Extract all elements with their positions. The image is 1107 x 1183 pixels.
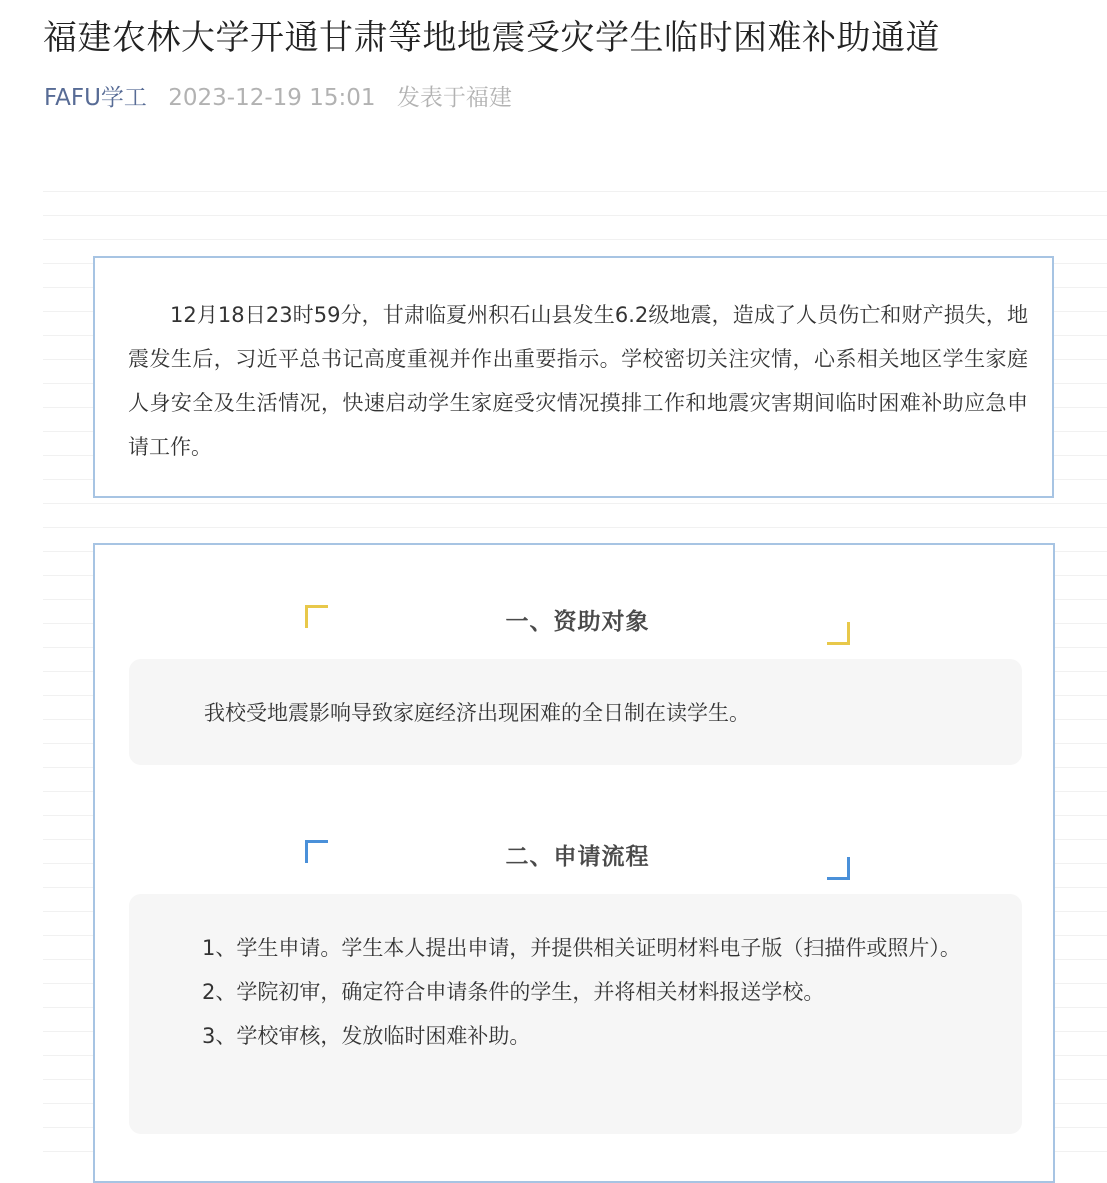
corner-bracket-bottom-right-icon [827,857,850,880]
article-title: 福建农林大学开通甘肃等地地震受灾学生临时困难补助通道 [43,18,940,58]
corner-bracket-bottom-right-icon [827,622,850,645]
section-paragraph: 我校受地震影响导致家庭经济出现困难的全日制在读学生。 [204,701,750,725]
process-step: 2、学院初审，确定符合申请条件的学生，并将相关材料报送学校。 [202,980,825,1004]
process-step: 1、学生申请。学生本人提出申请，并提供相关证明材料电子版（扫描件或照片）。 [202,936,961,960]
publish-date: 2023-12-19 15:01 [168,85,376,111]
process-list [160,926,1000,1058]
account-name-link[interactable]: FAFU学工 [44,85,147,111]
section-card-application-process [129,894,1022,1134]
section-header-application-process [305,840,850,880]
process-step: 3、学校审核，发放临时困难补助。 [202,1024,531,1048]
section-title: 二、申请流程 [505,844,650,870]
intro-paragraph: 12月18日23时59分，甘肃临夏州积石山县发生6.2级地震，造成了人员伤亡和财产损失，地震发生后，习近平总书记高度重视并作出重要指示。学校密切关注灾情，心系相关地区学生家庭人身安全及生活情况，快速启动学生家庭受灾情况摸排工作和地震灾害期间临时困难补助应急申请工作。 [128,303,1028,459]
article-meta [44,83,512,113]
section-card-funding-target [129,659,1022,765]
intro-box [93,256,1054,498]
content-box [93,543,1055,1183]
publish-location: 发表于福建 [396,85,512,111]
section-title: 一、资助对象 [505,609,650,635]
section-header-funding-target [305,605,850,645]
